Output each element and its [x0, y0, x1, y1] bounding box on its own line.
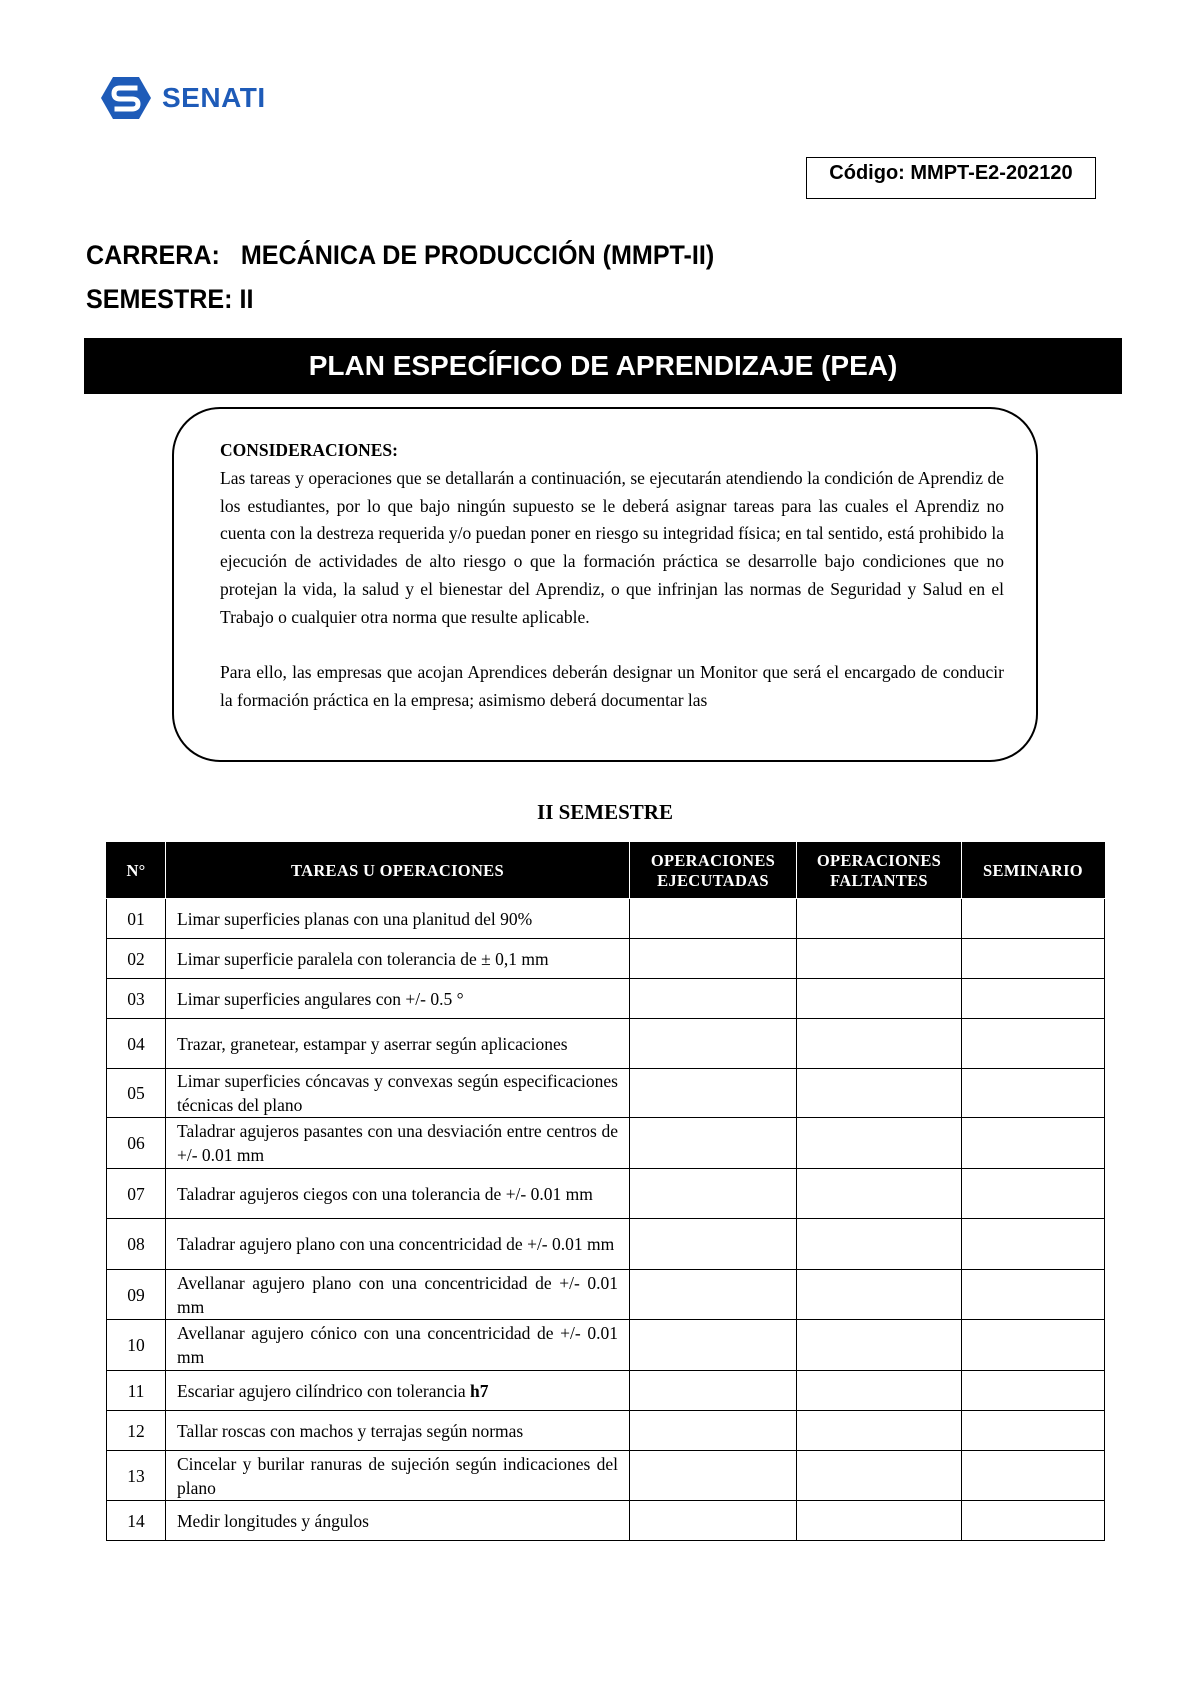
- header-num: N°: [107, 843, 166, 899]
- carrera-line: CARRERA: MECÁNICA DE PRODUCCIÓN (MMPT-II): [86, 240, 715, 270]
- seminar-cell[interactable]: [962, 1019, 1105, 1069]
- header-executed-line2: EJECUTADAS: [657, 870, 769, 890]
- missing-cell[interactable]: [797, 1019, 962, 1069]
- seminar-cell[interactable]: [962, 979, 1105, 1019]
- row-task: Taladrar agujero plano con una concentricidad de +/- 0.01 mm: [166, 1219, 630, 1270]
- table-row: [107, 979, 1105, 1019]
- executed-cell[interactable]: [630, 1270, 797, 1320]
- row-task: Limar superficies cóncavas y convexas según especificaciones técnicas del plano: [166, 1069, 630, 1118]
- senati-logo-text: SENATI: [162, 82, 266, 113]
- seminar-cell[interactable]: [962, 1270, 1105, 1320]
- row-number: 10: [107, 1320, 166, 1371]
- row-task: Medir longitudes y ángulos: [166, 1501, 630, 1541]
- considerations-box: [172, 407, 1038, 762]
- missing-cell[interactable]: [797, 1270, 962, 1320]
- header-executed-line1: OPERACIONES: [650, 850, 776, 870]
- header-tasks: TAREAS U OPERACIONES: [166, 843, 630, 899]
- missing-cell[interactable]: [797, 899, 962, 939]
- executed-cell[interactable]: [630, 1371, 797, 1411]
- missing-cell[interactable]: [797, 979, 962, 1019]
- executed-cell[interactable]: [630, 1501, 797, 1541]
- table-row: [107, 1169, 1105, 1219]
- seminar-cell[interactable]: [962, 1371, 1105, 1411]
- considerations-content: [220, 437, 1004, 715]
- row-number: 11: [107, 1371, 166, 1411]
- senati-logo-icon: [100, 75, 152, 121]
- row-number: 02: [107, 939, 166, 979]
- executed-cell[interactable]: [630, 1169, 797, 1219]
- row-task: Taladrar agujeros pasantes con una desviación entre centros de +/- 0.01 mm: [166, 1118, 630, 1169]
- seminar-cell[interactable]: [962, 1320, 1105, 1371]
- seminar-cell[interactable]: [962, 899, 1105, 939]
- document-code: Código: MMPT-E2-202120: [806, 157, 1096, 199]
- table-row: [107, 899, 1105, 939]
- row-number: 12: [107, 1411, 166, 1451]
- seminar-cell[interactable]: [962, 1501, 1105, 1541]
- header-missing-line1: OPERACIONES: [816, 850, 942, 870]
- seminar-cell[interactable]: [962, 1411, 1105, 1451]
- executed-cell[interactable]: [630, 899, 797, 939]
- missing-cell[interactable]: [797, 939, 962, 979]
- row-task: Limar superficies angulares con +/- 0.5 °: [166, 979, 630, 1019]
- missing-cell[interactable]: [797, 1411, 962, 1451]
- row-number: 13: [107, 1451, 166, 1501]
- operations-table: [106, 842, 1105, 1541]
- senati-logo: [100, 75, 266, 121]
- seminar-cell[interactable]: [962, 1219, 1105, 1270]
- missing-cell[interactable]: [797, 1451, 962, 1501]
- row-number: 14: [107, 1501, 166, 1541]
- row-task: Tallar roscas con machos y terrajas según normas: [166, 1411, 630, 1451]
- missing-cell[interactable]: [797, 1069, 962, 1118]
- seminar-cell[interactable]: [962, 1069, 1105, 1118]
- executed-cell[interactable]: [630, 939, 797, 979]
- row-task: [166, 1371, 630, 1411]
- header-seminar: SEMINARIO: [962, 843, 1105, 899]
- executed-cell[interactable]: [630, 1411, 797, 1451]
- row-number: 05: [107, 1069, 166, 1118]
- missing-cell[interactable]: [797, 1118, 962, 1169]
- row-task: Avellanar agujero plano con una concentricidad de +/- 0.01 mm: [166, 1270, 630, 1320]
- row-task: Taladrar agujeros ciegos con una tolerancia de +/- 0.01 mm: [166, 1169, 630, 1219]
- row-number: 03: [107, 979, 166, 1019]
- table-row: [107, 1451, 1105, 1501]
- executed-cell[interactable]: [630, 1019, 797, 1069]
- semestre-line: SEMESTRE: II: [86, 284, 254, 314]
- table-row: [107, 1019, 1105, 1069]
- row-task-text: Escariar agujero cilíndrico con tolerancia: [177, 1380, 470, 1401]
- executed-cell[interactable]: [630, 1069, 797, 1118]
- table-row: [107, 1411, 1105, 1451]
- table-header-row: [107, 843, 1105, 899]
- executed-cell[interactable]: [630, 1118, 797, 1169]
- row-number: 09: [107, 1270, 166, 1320]
- table-row: [107, 1371, 1105, 1411]
- header-executed: [630, 843, 797, 899]
- seminar-cell[interactable]: [962, 939, 1105, 979]
- row-task: Trazar, granetear, estampar y aserrar según aplicaciones: [166, 1019, 630, 1069]
- executed-cell[interactable]: [630, 1451, 797, 1501]
- table-row: [107, 1219, 1105, 1270]
- table-row: [107, 1501, 1105, 1541]
- considerations-paragraph-1: Las tareas y operaciones que se detallarán a continuación, se ejecutarán atendiendo la condición de Aprendiz de los estudiantes, por lo que bajo ningún supuesto se le deberá asignar tareas para las cuales el Aprendiz no cuenta con la destreza requerida y/o puedan poner en riesgo su integridad física; en tal sentido, está prohibido la ejecución de actividades de alto riesgo o que la formación práctica se desarrolle bajo condiciones que no protejan la vida, la salud y el bienestar del Aprendiz, o que infrinjan las normas de Seguridad y Salud en el Trabajo o cualquier otra norma que resulte aplicable.: [220, 467, 1004, 627]
- seminar-cell[interactable]: [962, 1451, 1105, 1501]
- row-task: Avellanar agujero cónico con una concentricidad de +/- 0.01 mm: [166, 1320, 630, 1371]
- header-missing: [797, 843, 962, 899]
- row-number: 04: [107, 1019, 166, 1069]
- missing-cell[interactable]: [797, 1320, 962, 1371]
- missing-cell[interactable]: [797, 1169, 962, 1219]
- table-row: [107, 939, 1105, 979]
- row-number: 08: [107, 1219, 166, 1270]
- considerations-paragraph-2: Para ello, las empresas que acojan Aprendices deberán designar un Monitor que será el encargado de conducir la formación práctica en la empresa; asimismo deberá documentar las: [220, 662, 1004, 711]
- seminar-cell[interactable]: [962, 1118, 1105, 1169]
- header-missing-line2: FALTANTES: [830, 870, 928, 890]
- missing-cell[interactable]: [797, 1219, 962, 1270]
- document-title: PLAN ESPECÍFICO DE APRENDIZAJE (PEA): [84, 338, 1122, 394]
- row-number: 06: [107, 1118, 166, 1169]
- row-number: 01: [107, 899, 166, 939]
- tolerance-grade: h7: [469, 1380, 489, 1401]
- missing-cell[interactable]: [797, 1501, 962, 1541]
- semester-heading: II SEMESTRE: [537, 800, 673, 824]
- row-task: Limar superficies planas con una planitud del 90%: [166, 899, 630, 939]
- considerations-title: CONSIDERACIONES:: [220, 440, 398, 460]
- executed-cell[interactable]: [630, 1219, 797, 1270]
- table-row: [107, 1069, 1105, 1118]
- row-task: Limar superficie paralela con tolerancia de ± 0,1 mm: [166, 939, 630, 979]
- missing-cell[interactable]: [797, 1371, 962, 1411]
- row-task: Cincelar y burilar ranuras de sujeción según indicaciones del plano: [166, 1451, 630, 1501]
- seminar-cell[interactable]: [962, 1169, 1105, 1219]
- executed-cell[interactable]: [630, 979, 797, 1019]
- table-row: [107, 1118, 1105, 1169]
- table-row: [107, 1320, 1105, 1371]
- row-number: 07: [107, 1169, 166, 1219]
- table-row: [107, 1270, 1105, 1320]
- executed-cell[interactable]: [630, 1320, 797, 1371]
